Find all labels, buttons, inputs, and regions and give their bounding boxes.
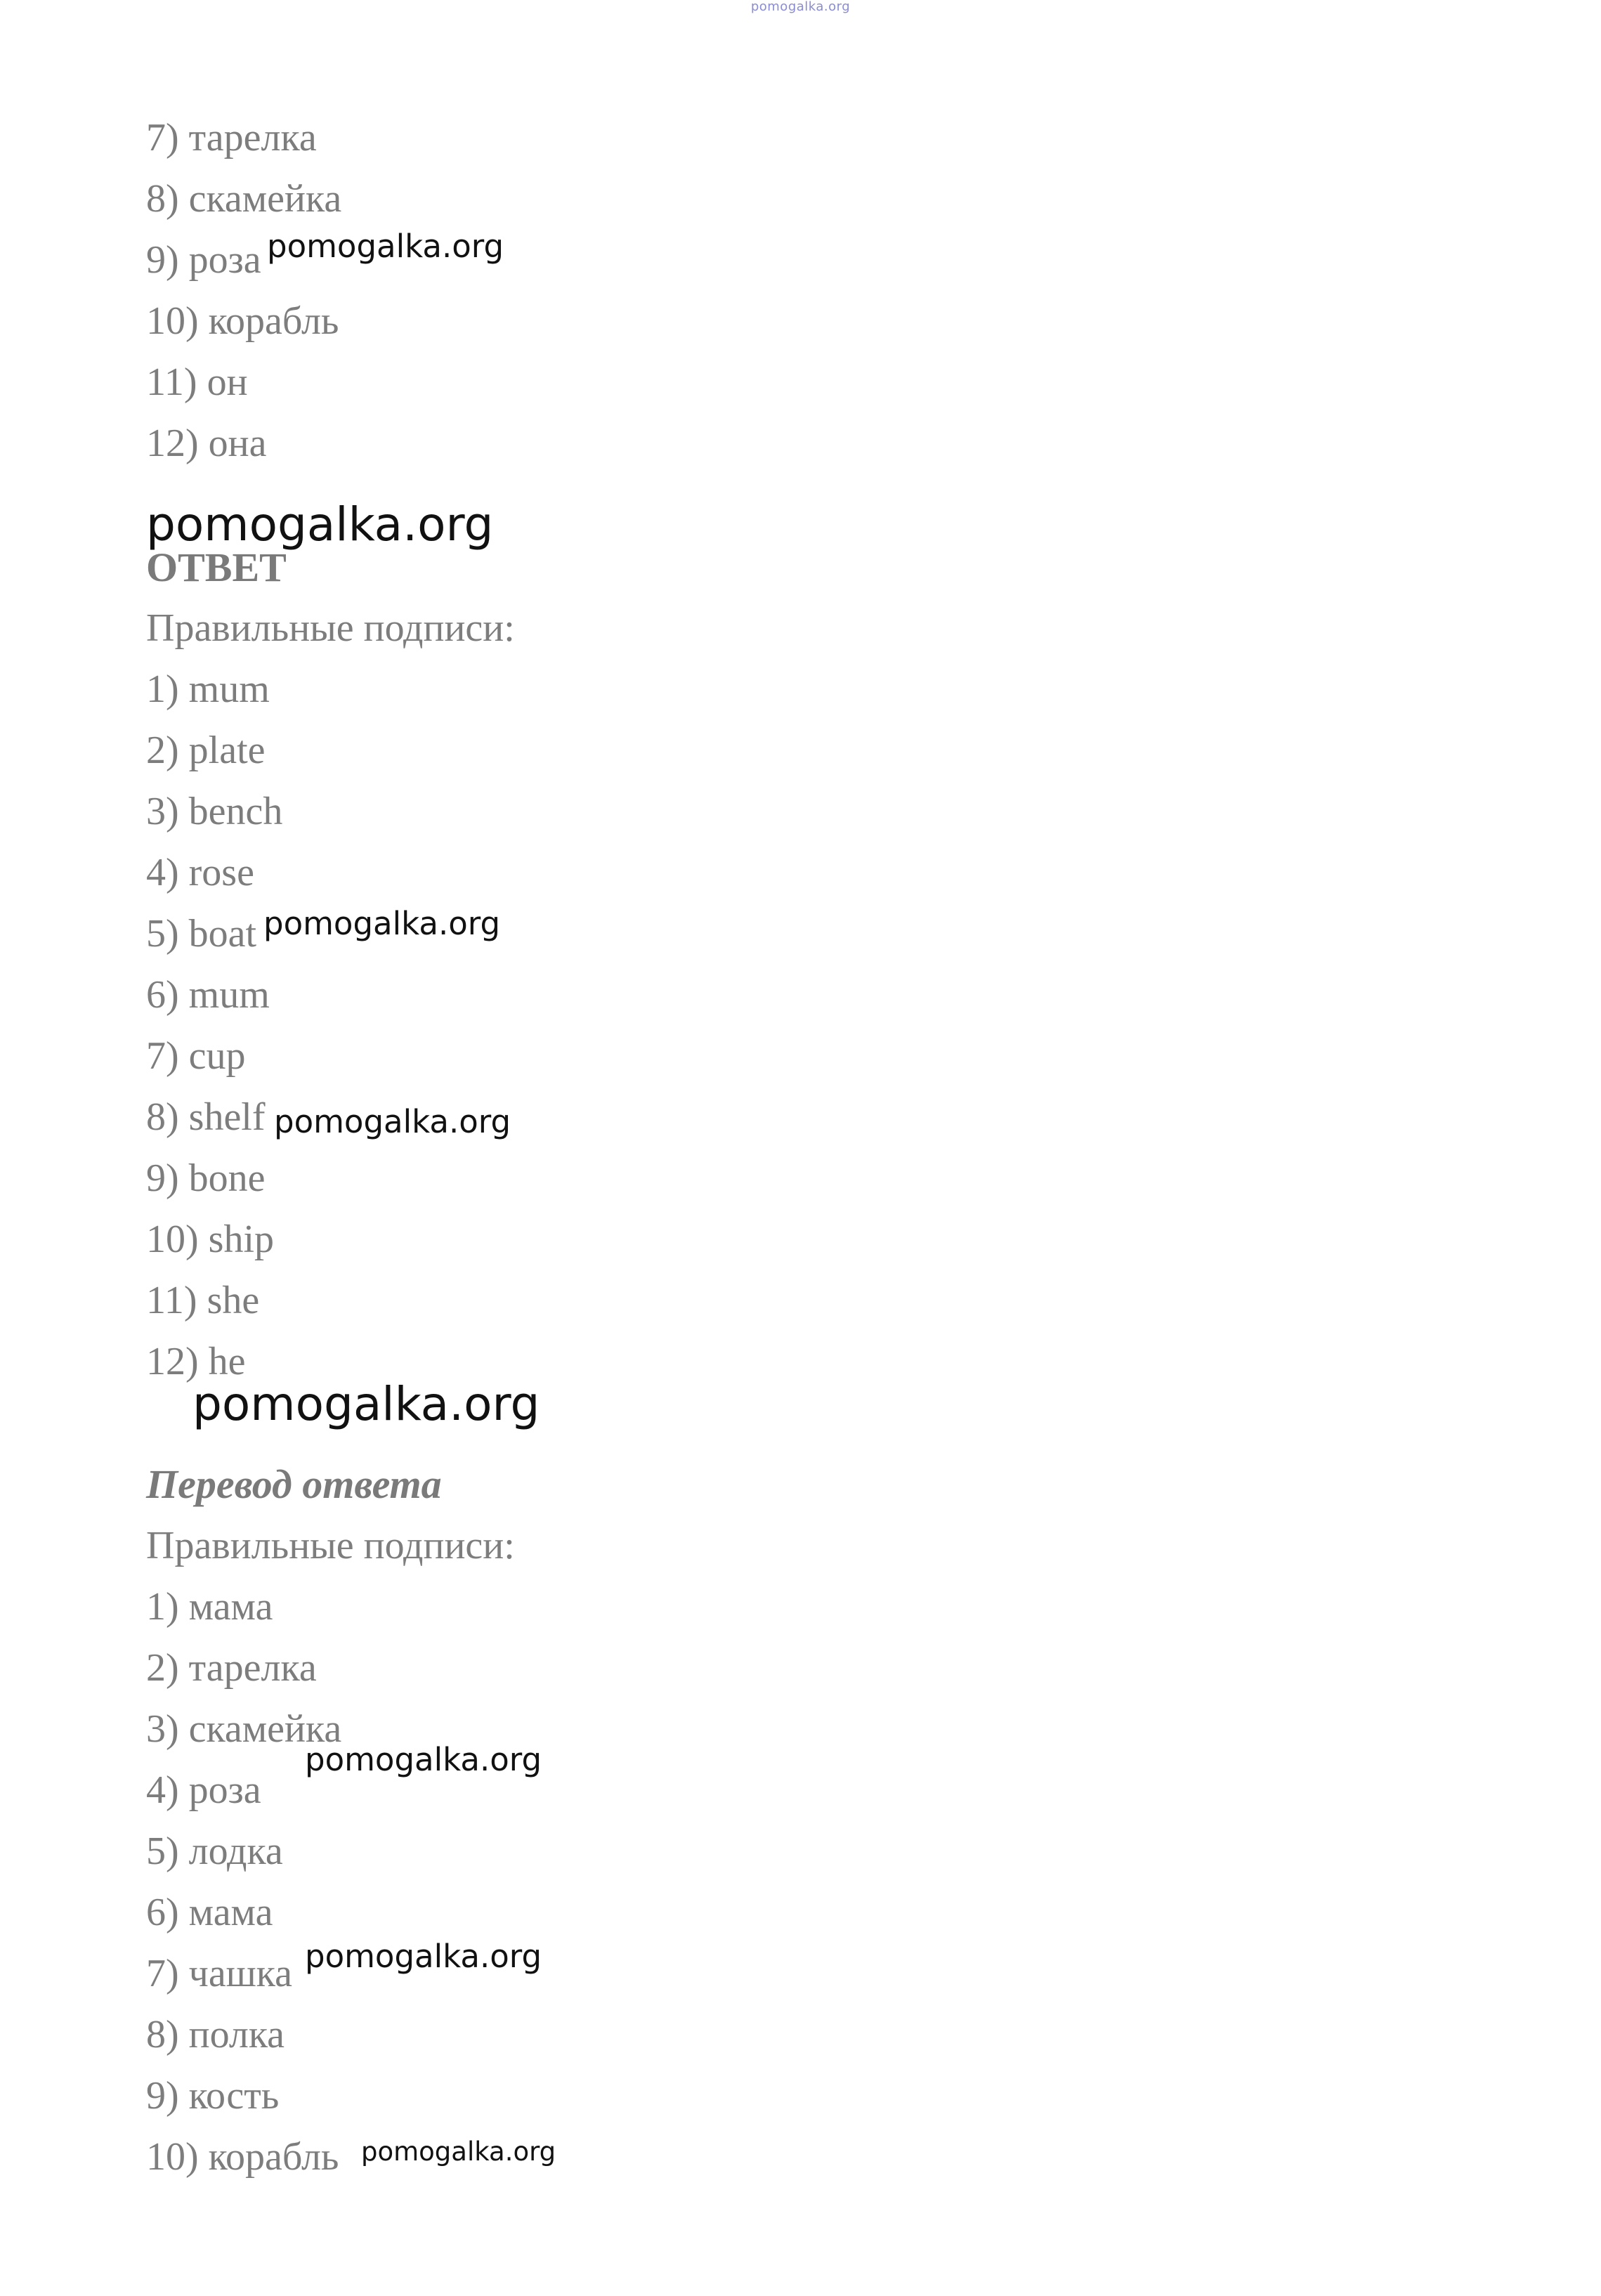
list-item: 4) роза (146, 1768, 261, 1812)
list-item: 7) тарелка (146, 116, 317, 159)
watermark: pomogalka.org (146, 497, 494, 552)
translation-heading: Перевод ответа (146, 1461, 442, 1507)
watermark: pomogalka.org (263, 905, 501, 942)
watermark: pomogalka.org (274, 1103, 511, 1140)
list-item: 11) she (146, 1279, 260, 1322)
top-watermark: pomogalka.org (750, 0, 851, 14)
list-item: 6) мама (146, 1891, 273, 1934)
watermark: pomogalka.org (361, 2137, 556, 2167)
list-item: 6) mum (146, 973, 270, 1017)
list-item: 9) bone (146, 1156, 266, 1200)
translation-intro: Правильные подписи: (146, 1524, 515, 1567)
list-item: 5) лодка (146, 1829, 283, 1873)
watermark: pomogalka.org (305, 1938, 542, 1975)
watermark: pomogalka.org (305, 1741, 542, 1778)
list-item: 2) plate (146, 729, 266, 772)
list-item: 8) скамейка (146, 177, 342, 221)
list-item: 7) чашка (146, 1952, 293, 1995)
list-item: 3) bench (146, 790, 283, 833)
watermark: pomogalka.org (192, 1377, 540, 1431)
list-item: 9) кость (146, 2074, 280, 2118)
list-item: 1) mum (146, 667, 270, 711)
list-item: 10) ship (146, 1218, 274, 1261)
list-item: 12) he (146, 1340, 246, 1383)
answer-intro: Правильные подписи: (146, 606, 515, 650)
list-item: 5) boat (146, 912, 257, 955)
list-item: 12) она (146, 422, 267, 465)
list-item: 4) rose (146, 851, 254, 894)
list-item: 8) shelf (146, 1095, 266, 1139)
list-item: 3) скамейка (146, 1707, 342, 1751)
list-item: 11) он (146, 360, 248, 404)
list-item: 1) мама (146, 1585, 273, 1629)
list-item: 7) cup (146, 1034, 246, 1078)
list-item: 2) тарелка (146, 1646, 317, 1690)
list-item: 9) роза (146, 238, 261, 282)
list-item: 10) корабль (146, 299, 339, 343)
answer-heading: ОТВЕТ (146, 544, 287, 590)
list-item: 10) корабль (146, 2135, 339, 2179)
list-item: 8) полка (146, 2013, 285, 2056)
watermark: pomogalka.org (267, 228, 504, 265)
